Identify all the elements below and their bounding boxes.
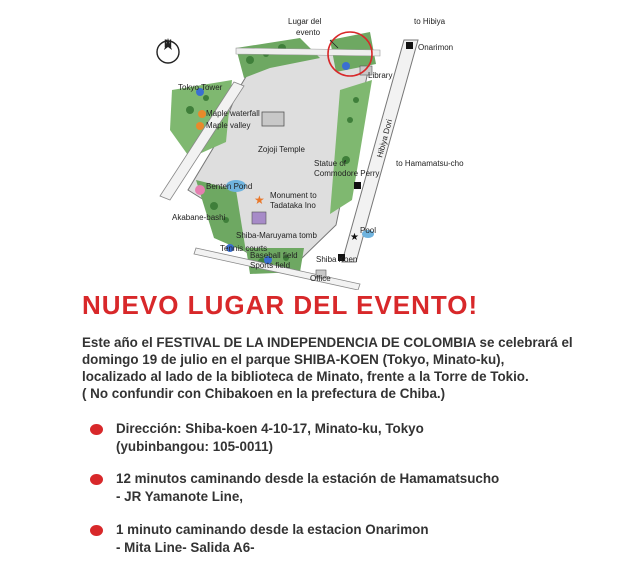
label-lugar-del-evento-1: Lugar del xyxy=(288,17,322,26)
label-to-hamamatsucho: to Hamamatsu-cho xyxy=(396,159,464,168)
intro-line: Este año el FESTIVAL DE LA INDEPENDENCIA DE COLOMBIA se celebrará el xyxy=(82,335,573,350)
compass-icon xyxy=(157,38,179,63)
bullet-text: - Mita Line- Salida A6- xyxy=(116,540,255,555)
label-onarimon: Onarimon xyxy=(418,43,454,52)
monument-star-icon: ★ xyxy=(254,193,265,207)
label-lugar-del-evento-2: evento xyxy=(296,28,321,37)
headline: NUEVO LUGAR DEL EVENTO! xyxy=(82,290,479,320)
bullet-text: 1 minuto caminando desde la estacion Onarimon xyxy=(116,522,429,537)
label-sports-field: Sports field xyxy=(250,261,291,270)
bullet-dot-icon xyxy=(90,525,103,536)
bullet-text: (yubinbangou: 105-0011) xyxy=(116,439,273,454)
label-statue-perry-1: Statue of xyxy=(314,159,347,168)
label-to-hibiya: to Hibiya xyxy=(414,17,446,26)
park-map xyxy=(0,0,628,290)
label-office: Office xyxy=(310,274,331,283)
label-maple-waterfall: Maple waterfall xyxy=(206,109,260,118)
label-akabane-bashi: Akabane-bashi xyxy=(172,213,226,222)
intro-line: localizado al lado de la biblioteca de Minato, frente a la Torre de Tokio. xyxy=(82,369,529,384)
bullet-dot-icon xyxy=(90,474,103,485)
bullet-text: - JR Yamanote Line, xyxy=(116,489,244,504)
label-baseball-field: Baseball field xyxy=(250,251,298,260)
pool-star-icon: ★ xyxy=(350,232,359,243)
maple-waterfall-marker xyxy=(198,110,206,118)
zojoji-building-icon xyxy=(262,112,284,126)
bullet-text: 12 minutos caminando desde la estación de Hamamatsucho xyxy=(116,471,500,486)
label-shiba-koen: Shiba Koen xyxy=(316,255,358,264)
label-pool: Pool xyxy=(360,226,377,235)
label-benten-pond: Benten Pond xyxy=(206,182,253,191)
label-tennis-courts: Tennis courts xyxy=(220,244,268,253)
bullet-dot-icon xyxy=(90,424,103,435)
label-library: Library xyxy=(368,71,393,80)
label-shiba-maruyama-tomb: Shiba-Maruyama tomb xyxy=(236,231,317,240)
label-maple-valley: Maple valley xyxy=(206,121,251,130)
benten-pond-marker xyxy=(195,185,205,195)
event-marker xyxy=(342,62,350,70)
intro-line: ( No confundir con Chibakoen en la prefectura de Chiba.) xyxy=(82,386,446,401)
intro-paragraph xyxy=(82,334,602,402)
label-monument-1: Monument to xyxy=(270,191,317,200)
label-tokyo-tower: Tokyo Tower xyxy=(178,83,223,92)
label-monument-2: Tadataka Ino xyxy=(270,201,316,210)
label-hibiya-dori: Hibiya Dori xyxy=(375,118,395,159)
compass-letter: N xyxy=(164,38,172,50)
tomb-building-icon xyxy=(252,212,266,224)
maple-valley-marker xyxy=(196,122,204,130)
intro-line: domingo 19 de julio en el parque SHIBA-KOEN (Tokyo, Minato-ku), xyxy=(82,352,505,367)
bullet-text: Dirección: Shiba-koen 4-10-17, Minato-ku, Tokyo xyxy=(116,421,424,436)
label-zojoji-temple: Zojoji Temple xyxy=(258,145,305,154)
label-statue-perry-2: Commodore Perry xyxy=(314,169,380,178)
